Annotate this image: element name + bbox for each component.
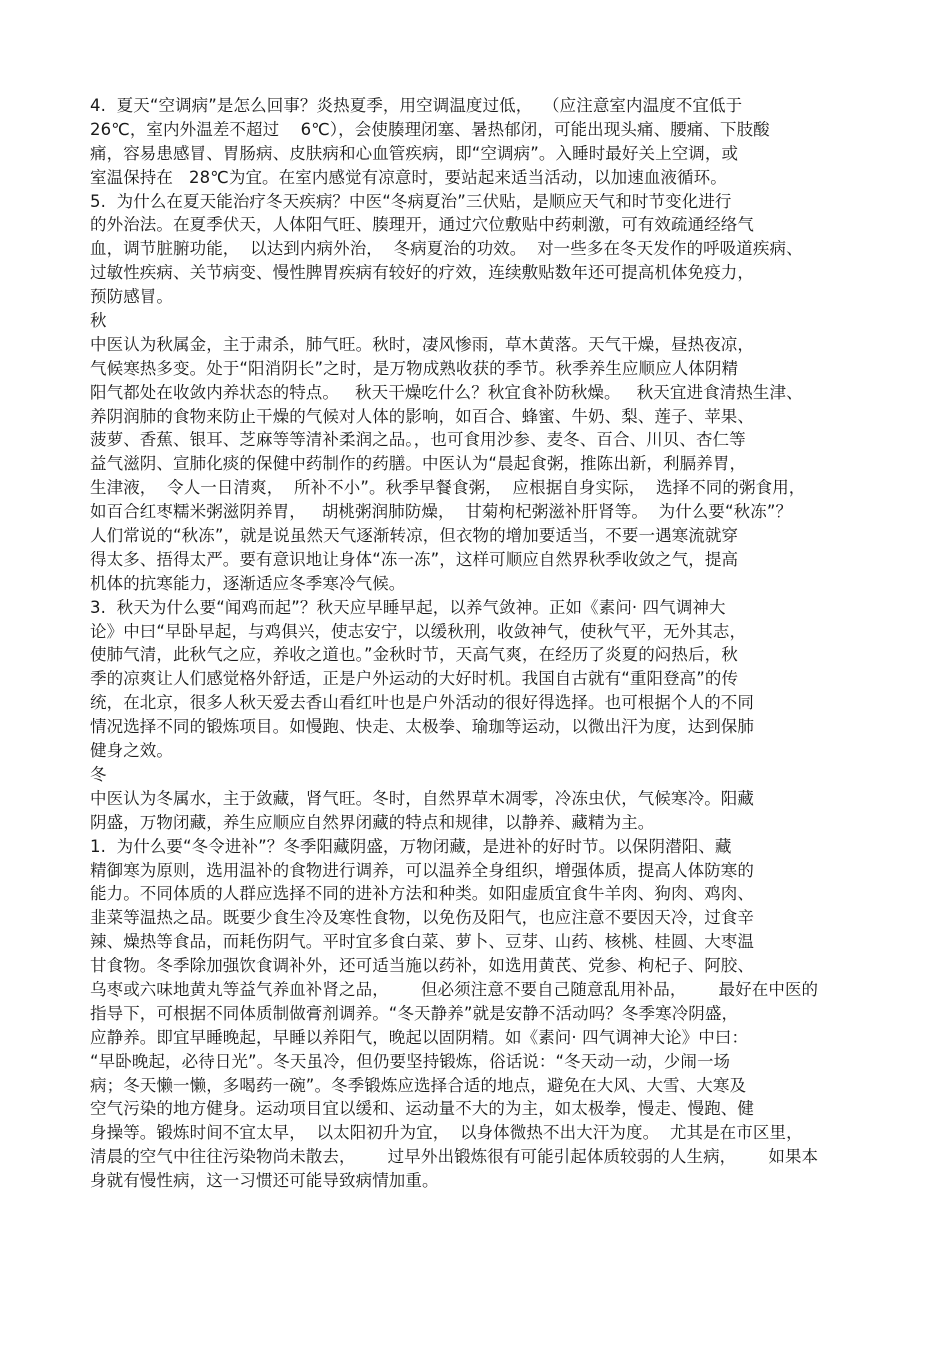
- text-line: 能力。不同体质的人群应选择不同的进补方法和种类。如阳虚质宜食牛羊肉、狗肉、鸡肉、: [90, 884, 754, 904]
- text-line: 菠萝、香蕉、银耳、芝麻等等清补柔润之品。，也可食用沙参、麦冬、百合、川贝、杏仁等: [90, 430, 746, 450]
- text-line: 的外治法。在夏季伏天，人体阳气旺、腠理开，通过穴位敷贴中药刺激，可有效疏通经络气: [90, 215, 754, 235]
- text-line: 预防感冒。: [90, 287, 173, 307]
- text-line: 乌枣或六味地黄丸等益气养血补肾之品， 但必须注意不要自己随意乱用补品， 最好在中医的: [90, 979, 819, 999]
- text-line: 季的凉爽让人们感觉格外舒适，正是户外运动的大好时机。我国自古就有“重阳登高”的传: [90, 669, 739, 689]
- text-line: 指导下，可根据不同体质制做膏剂调养。“冬天静养”就是安静不活动吗？冬季寒冷阴盛，: [90, 1003, 739, 1023]
- text-line: 人们常说的“秋冻”，就是说虽然天气逐渐转凉，但衣物的增加要适当，不要一遇寒流就穿: [90, 526, 739, 546]
- text-line: 情况选择不同的锻炼项目。如慢跑、快走、太极拳、瑜珈等运动，以微出汗为度，达到保肺: [90, 717, 754, 737]
- section-heading-winter: 冬: [90, 764, 107, 784]
- text-line: 统，在北京，很多人秋天爱去香山看红叶也是户外活动的很好得选择。也可根据个人的不同: [90, 693, 754, 713]
- text-line: 论》中曰“早卧早起，与鸡俱兴，使志安宁，以缓秋刑，收敛神气，使秋气平，无外其志，: [90, 621, 747, 641]
- text-line: 清晨的空气中往往污染物尚未散去， 过早外出锻炼很有可能引起体质较弱的人生病， 如果本: [90, 1147, 819, 1167]
- text-line: 5. 为什么在夏天能治疗冬天疾病？中医“冬病夏治”三伏贴，是顺应天气和时节变化进行: [90, 191, 732, 211]
- text-line: 韭菜等温热之品。既要少食生冷及寒性食物，以免伤及阳气，也应注意不要因天冷，过食辛: [90, 908, 754, 928]
- text-line: 病；冬天懒一懒，多喝药一碗”。冬季锻炼应选择合适的地点，避免在大风、大雪、大寒及: [90, 1075, 747, 1095]
- text-line: 益气滋阴、宣肺化痰的保健中药制作的药膳。中医认为“晨起食粥，推陈出新，利膈养胃，: [90, 454, 747, 474]
- text-line: [90, 1193, 860, 1217]
- text-line: “早卧晚起，必待日光”。冬天虽冷，但仍要坚持锻炼，俗话说：“冬天动一动，少闹一场: [90, 1051, 731, 1071]
- text-line: 室温保持在 28℃为宜。在室内感觉有凉意时，要站起来适当活动，以加速血液循环。: [90, 167, 727, 187]
- text-line: 甘食物。冬季除加强饮食调补外，还可适当施以药补，如选用黄芪、党参、枸杞子、阿胶、: [90, 956, 754, 976]
- text-line: 1. 为什么要“冬令进补”？冬季阳藏阴盛，万物闭藏，是进补的好时节。以保阴潜阳、藏: [90, 836, 732, 856]
- text-line: 使肺气清，此秋气之应，养收之道也。”金秋时节，天高气爽，在经历了炎夏的闷热后，秋: [90, 645, 738, 665]
- text-line: 阴盛，万物闭藏，养生应顺应自然界闭藏的特点和规律，以静养、藏精为主。: [90, 812, 655, 832]
- text-line: 中医认为秋属金，主于肃杀，肺气旺。秋时，凄风惨雨，草木黄落。天气干燥，昼热夜凉，: [90, 334, 754, 354]
- text-line: 空气污染的地方健身。运动项目宜以缓和、运动量不大的为主，如太极拳，慢走、慢跑、健: [90, 1099, 754, 1119]
- text-line: 得太多、捂得太严。要有意识地让身体“冻一冻”，这样可顺应自然界秋季收敛之气，提高: [90, 549, 739, 569]
- text-line: 辣、燥热等食品，而耗伤阴气。平时宜多食白菜、萝卜、豆芽、山药、核桃、桂圆、大枣温: [90, 932, 754, 952]
- text-line: 血，调节脏腑功能， 以达到内病外治， 冬病夏治的功效。 对一些多在冬天发作的呼吸道疾病、: [90, 239, 803, 259]
- text-line: 气候寒热多变。处于“阳消阴长”之时，是万物成熟收获的季节。秋季养生应顺应人体阴精: [90, 358, 739, 378]
- text-line: 健身之效。: [90, 741, 173, 761]
- document-body: [90, 94, 860, 1217]
- text-line: 阳气都处在收敛内养状态的特点。 秋天干燥吃什么？秋宜食补防秋燥。 秋天宜进食清热生津、: [90, 382, 803, 402]
- text-line: 痛，容易患感冒、胃肠病、皮肤病和心血管疾病，即“空调病”。入睡时最好关上空调，或: [90, 143, 739, 163]
- text-line: 如百合红枣糯米粥滋阴养胃， 胡桃粥润肺防燥， 甘菊枸杞粥滋补肝肾等。 为什么要“秋冻”？: [90, 502, 793, 522]
- text-line: 生津液， 令人一日清爽， 所补不小”。秋季早餐食粥， 应根据自身实际， 选择不同的粥食用，: [90, 478, 806, 498]
- section-heading-autumn: 秋: [90, 311, 107, 331]
- text-line: 身操等。锻炼时间不宜太早， 以太阳初升为宜， 以身体微热不出大汗为度。 尤其是在市区里，: [90, 1123, 803, 1143]
- text-line: 过敏性疾病、关节病变、慢性脾胃疾病有较好的疗效，连续敷贴数年还可提高机体免疫力，: [90, 263, 754, 283]
- text-line: 身就有慢性病，这一习惯还可能导致病情加重。: [90, 1171, 439, 1191]
- text-line: 26℃，室内外温差不超过 6℃），会使腠理闭塞、暑热郁闭，可能出现头痛、腰痛、下肢酸: [90, 119, 770, 139]
- text-line: 机体的抗寒能力，逐渐适应冬季寒冷气候。: [90, 573, 406, 593]
- text-line: 应静养。即宜早睡晚起，早睡以养阳气，晚起以固阴精。如《素问· 四气调神大论》中曰：: [90, 1027, 749, 1047]
- text-line: 养阴润肺的食物来防止干燥的气候对人体的影响，如百合、蜂蜜、牛奶、梨、莲子、苹果、: [90, 406, 754, 426]
- text-line: 精御寒为原则，选用温补的食物进行调养，可以温养全身组织，增强体质，提高人体防寒的: [90, 860, 754, 880]
- text-line: 4. 夏天“空调病”是怎么回事？炎热夏季，用空调温度过低， （应注意室内温度不宜低于: [90, 96, 743, 115]
- text-line: 3. 秋天为什么要“闻鸡而起”？秋天应早睡早起，以养气敛神。正如《素问· 四气调神大: [90, 597, 726, 617]
- text-line: 中医认为冬属水，主于敛藏，肾气旺。冬时，自然界草木凋零，冷冻虫伏，气候寒冷。阳藏: [90, 788, 754, 808]
